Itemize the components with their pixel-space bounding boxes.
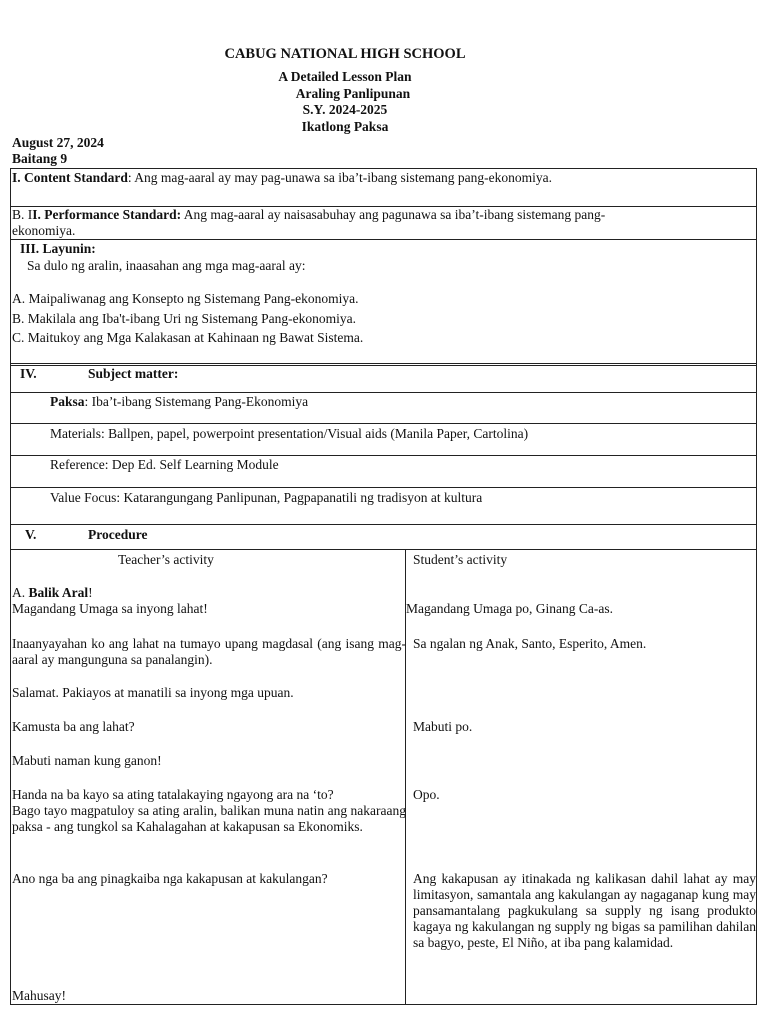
subject-matter-label: Subject matter: xyxy=(88,366,179,381)
divider xyxy=(10,549,757,550)
performance-standard-label: I. Performance Standard: xyxy=(32,207,182,222)
column-divider xyxy=(405,549,406,1005)
divider xyxy=(10,392,757,393)
performance-standard xyxy=(12,207,605,223)
procedure-label: Procedure xyxy=(88,527,148,542)
teacher-mabuti: Mabuti naman kung ganon! xyxy=(12,753,162,768)
content-standard xyxy=(12,170,552,186)
frame-left-border xyxy=(10,168,11,1005)
divider xyxy=(10,487,757,488)
subject-matter-number: IV. xyxy=(20,366,37,381)
topic-number: Ikatlong Paksa xyxy=(301,119,389,134)
frame-right-border xyxy=(756,168,757,1005)
objective-item: A. Maipaliwanag ang Konsepto ng Sistemang Pang-ekonomiya. xyxy=(12,291,359,306)
materials: Materials: Ballpen, papel, powerpoint presentation/Visual aids (Manila Paper, Cartolina) xyxy=(50,426,529,441)
frame-bottom-border xyxy=(10,1004,757,1005)
section-a-prefix: A. xyxy=(12,585,29,600)
teacher-question: Ano nga ba ang pinagkaiba nga kakapusan at kakulangan? xyxy=(12,871,328,886)
value-focus: Value Focus: Katarangungang Panlipunan, Pagpapanatili ng tradisyon at kultura xyxy=(50,490,483,505)
frame-top-border xyxy=(10,168,757,169)
procedure-number: V. xyxy=(25,527,37,542)
school-name: CABUG NATIONAL HIGH SCHOOL xyxy=(224,46,466,62)
teacher-greeting: Magandang Umaga sa inyong lahat! xyxy=(12,601,208,616)
divider xyxy=(10,423,757,424)
school-year: S.Y. 2024-2025 xyxy=(302,102,388,117)
teacher-prayer: Inaanyayahan ko ang lahat na tumayo upang magdasal (ang isang mag-aaral ay mangunguna sa panalangin). xyxy=(12,636,406,667)
student-prayer: Sa ngalan ng Anak, Santo, Esperito, Amen. xyxy=(413,636,647,651)
objectives-label: III. Layunin: xyxy=(20,241,96,256)
content-standard-text: : Ang mag-aaral ay may pag-unawa sa iba’t-ibang sistemang pang-ekonomiya. xyxy=(127,170,553,185)
student-mabuti: Mabuti po. xyxy=(413,719,473,734)
teacher-thanks: Salamat. Pakiayos at manatili sa inyong mga upuan. xyxy=(12,685,294,700)
objective-item: B. Makilala ang Iba't-ibang Uri ng Sistemang Pang-ekonomiya. xyxy=(12,311,356,326)
section-a-heading xyxy=(12,585,93,601)
doc-title: A Detailed Lesson Plan xyxy=(278,69,412,84)
performance-standard-prefix: B. I xyxy=(12,207,33,222)
objective-item: C. Maitukoy ang Mga Kalakasan at Kahinaan ng Bawat Sistema. xyxy=(12,330,364,345)
reference: Reference: Dep Ed. Self Learning Module xyxy=(50,457,279,472)
student-greeting: Magandang Umaga po, Ginang Ca-as. xyxy=(406,601,613,616)
student-column-header: Student’s activity xyxy=(413,552,508,567)
teacher-review: Bago tayo magpatuloy sa ating aralin, balikan muna natin ang nakaraang paksa - ang tungkol sa Kahalagahan at kakapusan sa Ekonomiks. xyxy=(12,803,406,834)
divider xyxy=(10,455,757,456)
grade-level: Baitang 9 xyxy=(12,151,68,166)
performance-standard-text-1: Ang mag-aaral ay naisasabuhay ang pagunawa sa iba’t-ibang sistemang pang- xyxy=(181,207,606,222)
subject-title: Araling Panlipunan xyxy=(295,86,411,101)
student-opo: Opo. xyxy=(413,787,440,802)
paksa-text: : Iba’t-ibang Sistemang Pang-Ekonomiya xyxy=(84,394,309,409)
section-a-suffix: ! xyxy=(88,585,93,600)
student-answer: Ang kakapusan ay itinakada ng kalikasan dahil lahat ay may limitasyon, samantala ang kakulangan ay nagaganap kung may pansamantalang pagkukulang sa supply ng isang produkto kagaya ng kakulangan ng supply ng bigas sa pamilihan dahilan sa bagyo, peste, El Niño, at iba pang kalamidad. xyxy=(413,871,756,950)
teacher-handa: Handa na ba kayo sa ating tatalakaying ngayong ara na ‘to? xyxy=(12,787,334,802)
section-a-title: Balik Aral xyxy=(28,585,89,600)
paksa-label: Paksa xyxy=(50,394,85,409)
performance-standard-text-2: ekonomiya. xyxy=(12,223,76,238)
divider xyxy=(10,524,757,525)
teacher-kamusta: Kamusta ba ang lahat? xyxy=(12,719,135,734)
objectives-intro: Sa dulo ng aralin, inaasahan ang mga mag-aaral ay: xyxy=(27,258,306,273)
divider xyxy=(10,239,757,240)
teacher-column-header: Teacher’s activity xyxy=(118,552,214,567)
divider xyxy=(10,363,757,364)
paksa xyxy=(50,394,308,410)
teacher-mahusay: Mahusay! xyxy=(12,988,66,1003)
content-standard-label: I. Content Standard xyxy=(12,170,128,185)
lesson-date: August 27, 2024 xyxy=(12,135,104,150)
